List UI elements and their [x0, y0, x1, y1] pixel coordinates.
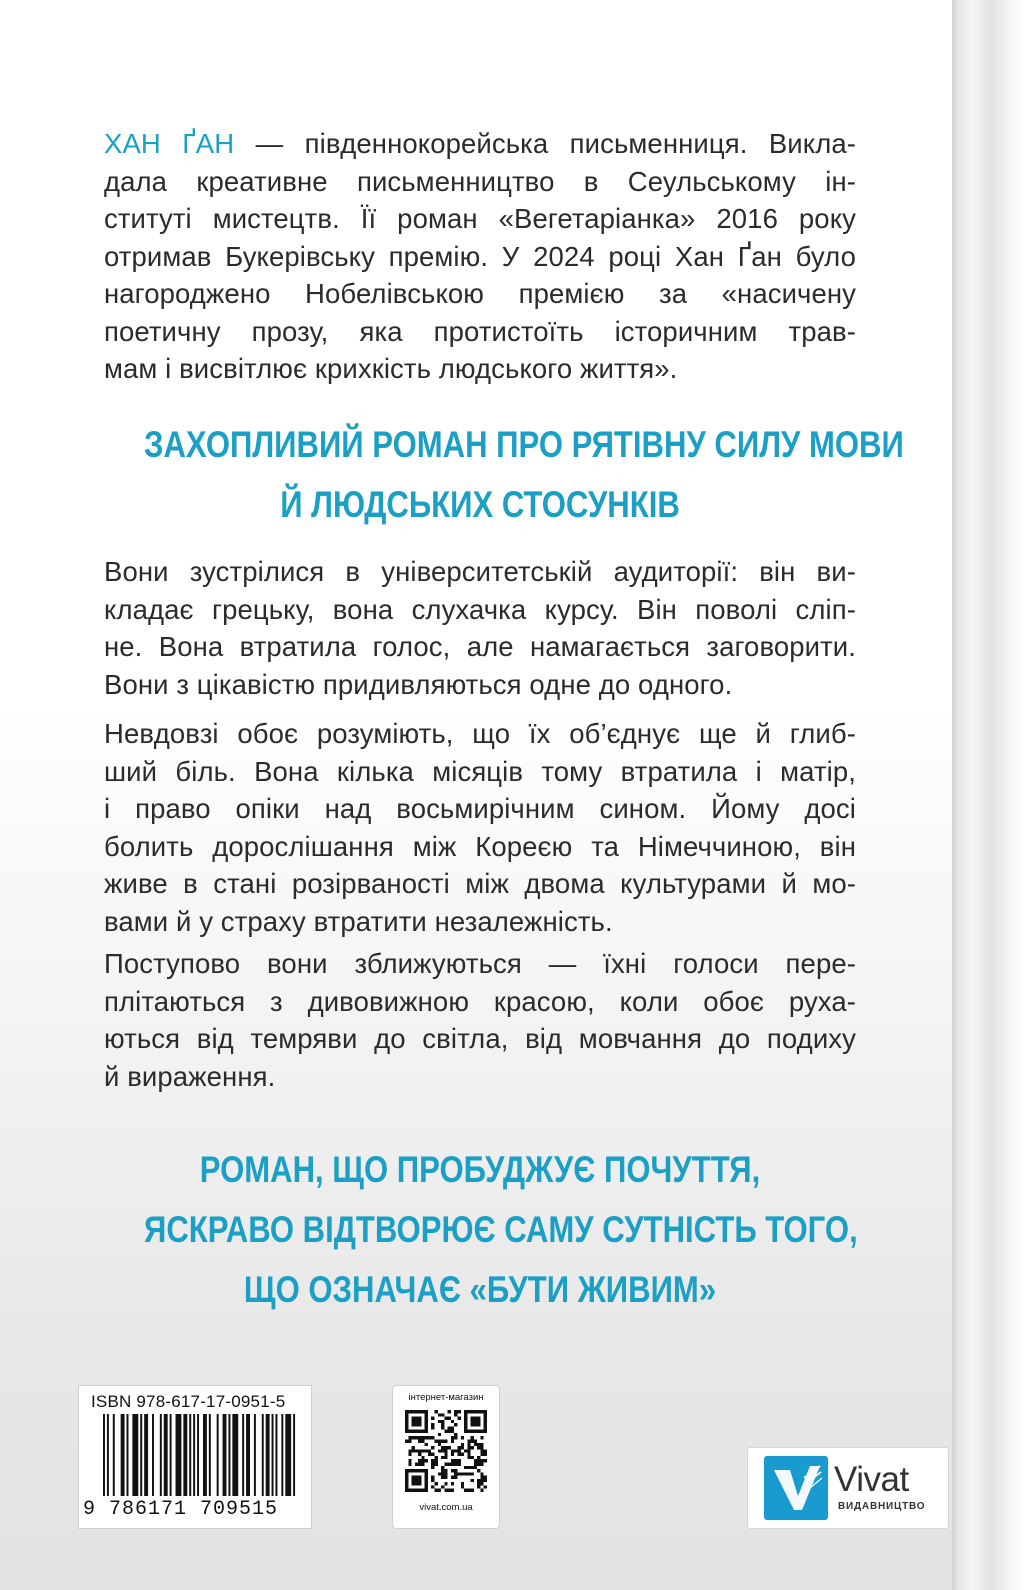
qr-code-icon: [405, 1410, 487, 1492]
headline-line: Й ЛЮДСЬКИХ СТОСУНКІВ: [280, 484, 680, 525]
publisher-logo: [747, 1447, 949, 1529]
paragraph-line: Вони з цікавістю придивляються одне до одного.: [104, 668, 733, 700]
paragraph-line: Поступово вони зближуються — їхні голоси пере-: [104, 948, 856, 979]
paragraph-line: Невдовзі обоє розуміють, що їх об’єднує ще й глиб-: [104, 718, 856, 749]
paragraph-line: плітаються з дивовижною красою, коли обоє руха-: [104, 985, 856, 1017]
author-bio-line: ституті мистецтв. Її роман «Вегетаріанка» 2016 року: [104, 203, 856, 234]
isbn-label: ISBN 978-617-17-0951-5: [91, 1392, 286, 1411]
publisher-subtitle: ВИДАВНИЦТВО: [838, 1501, 926, 1512]
paragraph-line: не. Вона втратила голос, але намагається заговорити.: [104, 631, 856, 662]
author-bio-line: отримав Букерівську премію. У 2024 році Хан Ґан було: [104, 240, 856, 272]
headline-line: ЯСКРАВО ВІДТВОРЮЄ САМУ СУТНІСТЬ ТОГО,: [144, 1209, 858, 1250]
headline-primary: [144, 415, 904, 535]
author-bio-line: дала креативне письменництво в Сеульському ін-: [104, 165, 856, 197]
barcode-icon: [103, 1414, 299, 1496]
headline-line: ЗАХОПЛИВИЙ РОМАН ПРО РЯТІВНУ СИЛУ МОВИ: [144, 424, 904, 465]
author-bio-line: мам і висвітлює крихкість людського життя».: [104, 353, 678, 384]
author-bio: [104, 125, 856, 388]
barcode-digits: 9 786171 709515: [83, 1498, 279, 1521]
vivat-logo-icon: [764, 1456, 828, 1520]
publisher-name: Vivat: [834, 1460, 909, 1499]
author-bio-line: ХАН ҐАН — південнокорейська письменниця. Викла-: [104, 128, 856, 159]
qr-code-block: [392, 1385, 500, 1529]
paragraph-line: Вони зустрілися в університетській аудиторії: він ви-: [104, 556, 856, 587]
paragraph-line: і право опіки над восьмирічним сином. Йому досі: [104, 793, 856, 824]
author-bio-line: нагороджено Нобелівською премією за «насичену: [104, 278, 856, 309]
headline-line: РОМАН, ЩО ПРОБУДЖУЄ ПОЧУТТЯ,: [199, 1149, 761, 1190]
headline-line: ЩО ОЗНАЧАЄ «БУТИ ЖИВИМ»: [243, 1269, 717, 1310]
headline-secondary: [144, 1140, 858, 1320]
author-bio-line: поетичну прозу, яка протистоїть історичним трав-: [104, 315, 856, 347]
book-spine-edge: [952, 0, 1024, 1590]
qr-top-label: інтернет-магазин: [408, 1392, 484, 1403]
paragraph-line: болить дорослішання між Кореєю та Німеччиною, він: [104, 830, 856, 862]
paragraph-line: кладає грецьку, вона слухачка курсу. Він поволі сліп-: [104, 593, 856, 625]
qr-bottom-label: vivat.com.ua: [419, 1502, 473, 1513]
isbn-barcode: [78, 1385, 312, 1529]
synopsis-paragraph-3: [104, 945, 856, 1095]
paragraph-line: вами й у страху втратити незалежність.: [104, 905, 613, 937]
author-name: ХАН ҐАН: [104, 128, 235, 159]
paragraph-line: ший біль. Вона кілька місяців тому втратила і матір,: [104, 755, 856, 787]
paragraph-line: ються від темряви до світла, від мовчання до подиху: [104, 1023, 856, 1054]
synopsis-paragraph-1: [104, 553, 856, 703]
paragraph-line: живе в стані розірваності між двома культурами й мо-: [104, 868, 856, 899]
paragraph-line: й вираження.: [104, 1060, 276, 1092]
synopsis-paragraph-2: [104, 715, 856, 940]
